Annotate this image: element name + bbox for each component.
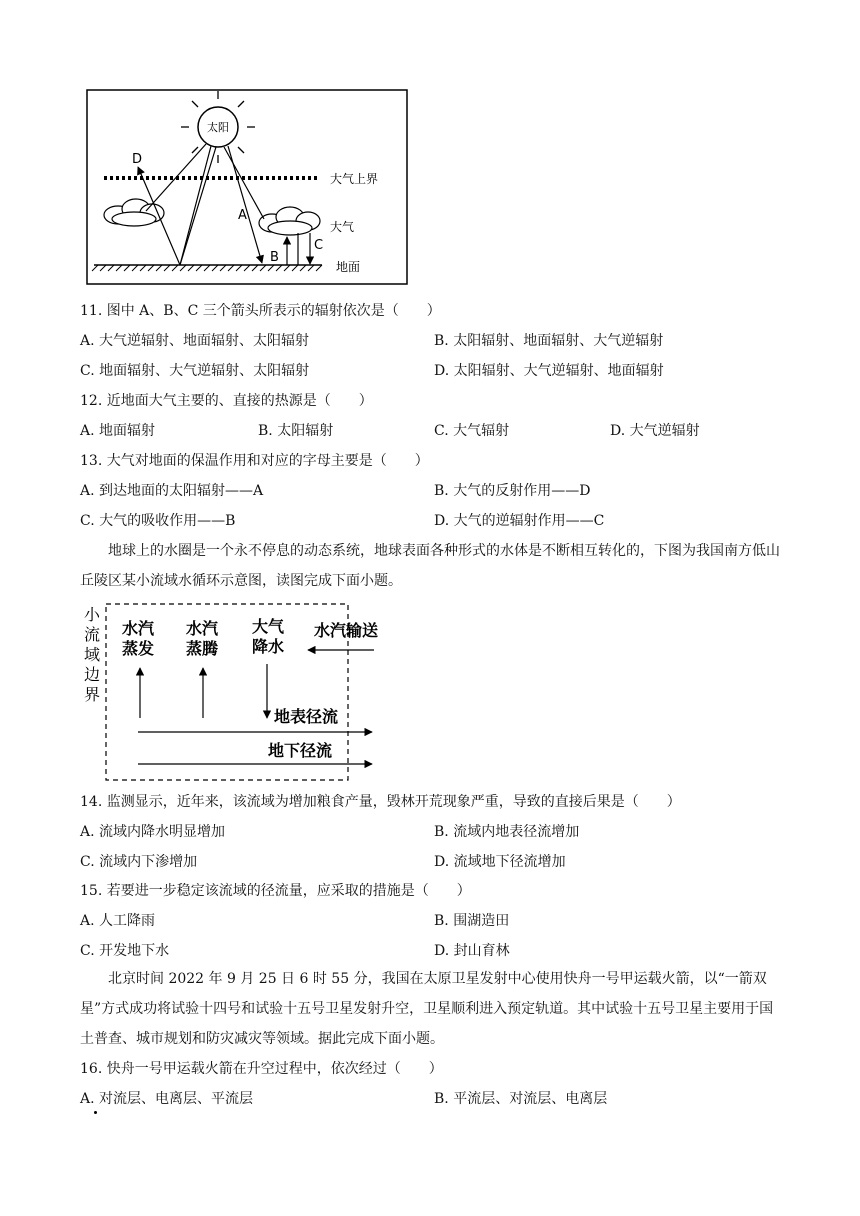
question-13-stem: 13. 大气对地面的保温作用和对应的字母主要是（ ） (80, 453, 429, 469)
atmosphere-top-label: 大气上界 (330, 172, 379, 186)
transport-label: 水汽输送 (314, 621, 379, 640)
evaporation-line1: 水汽 (122, 619, 155, 638)
q15-option-b[interactable]: B. 围湖造田 (434, 913, 510, 929)
q14-option-a[interactable]: A. 流域内降水明显增加 (80, 824, 226, 840)
q12-option-d[interactable]: D. 大气逆辐射 (610, 423, 700, 439)
q12-option-b[interactable]: B. 太阳辐射 (258, 423, 334, 439)
q11-option-b[interactable]: B. 太阳辐射、地面辐射、大气逆辐射 (434, 333, 664, 349)
atmosphere-label: 大气 (330, 220, 355, 234)
q15-option-a[interactable]: A. 人工降雨 (80, 913, 156, 929)
q14-option-d[interactable]: D. 流域地下径流增加 (434, 854, 566, 870)
boundary-char-3: 域 (84, 645, 101, 664)
precipitation-line2: 降水 (252, 637, 285, 656)
surface-runoff-label: 地表径流 (274, 707, 339, 726)
q16-option-b[interactable]: B. 平流层、对流层、电离层 (434, 1091, 608, 1107)
water-cycle-diagram (80, 598, 400, 784)
q13-option-d[interactable]: D. 大气的逆辐射作用——C (434, 513, 605, 529)
q16-option-a[interactable]: A. 对流层、电离层、平流层 (80, 1091, 254, 1107)
label-c: C (314, 238, 324, 253)
passage-rocket-launch: 北京时间 2022 年 9 月 25 日 6 时 55 分，我国在太原卫星发射中心使用快舟一号甲运载火箭，以“一箭双星”方式成功将试验十四号和试验十五号卫星发射升空，卫星顺利进入预定轨道。其中试验十五号卫星主要用于国土普查、城市规划和防灾减灾等领域。据此完成下面小题。 (80, 971, 774, 1047)
sun-label: 太阳 (207, 121, 229, 134)
question-16-stem: 16. 快舟一号甲运载火箭在升空过程中，依次经过（ ） (80, 1061, 443, 1077)
q14-option-b[interactable]: B. 流域内地表径流增加 (434, 824, 580, 840)
question-12-stem: 12. 近地面大气主要的、直接的热源是（ ） (80, 393, 373, 409)
q13-option-a[interactable]: A. 到达地面的太阳辐射——A (80, 483, 264, 499)
q11-option-a[interactable]: A. 大气逆辐射、地面辐射、太阳辐射 (80, 333, 310, 349)
label-a: A (238, 208, 247, 223)
q12-option-a[interactable]: A. 地面辐射 (80, 423, 156, 439)
ground-runoff-label: 地下径流 (268, 741, 333, 760)
passage-water-cycle: 地球上的水圈是一个永不停息的动态系统，地球表面各种形式的水体是不断相互转化的，下图为我国南方低山丘陵区某小流域水循环示意图，读图完成下面小题。 (80, 543, 780, 589)
ground-label: 地面 (336, 260, 361, 274)
q11-option-d[interactable]: D. 太阳辐射、大气逆辐射、地面辐射 (434, 363, 664, 379)
question-14-stem: 14. 监测显示，近年来，该流域为增加粮食产量，毁林开荒现象严重，导致的直接后果是（ ） (80, 794, 681, 810)
boundary-char-4: 边 (84, 665, 101, 684)
label-b: B (270, 250, 279, 265)
boundary-char-2: 流 (84, 625, 101, 644)
q14-option-c[interactable]: C. 流域内下渗增加 (80, 854, 198, 870)
label-d: D (132, 152, 143, 167)
q13-option-c[interactable]: C. 大气的吸收作用——B (80, 513, 236, 529)
radiation-diagram (86, 89, 408, 285)
q11-option-c[interactable]: C. 地面辐射、大气逆辐射、太阳辐射 (80, 363, 310, 379)
q12-option-c[interactable]: C. 大气辐射 (434, 423, 510, 439)
question-11-stem: 11. 图中 A、B、C 三个箭头所表示的辐射依次是（ ） (80, 303, 441, 319)
transpiration-line1: 水汽 (186, 619, 219, 638)
precipitation-line1: 大气 (252, 617, 285, 636)
boundary-char-1: 小 (84, 605, 101, 624)
evaporation-line2: 蒸发 (122, 639, 155, 658)
q13-option-b[interactable]: B. 大气的反射作用——D (434, 483, 591, 499)
question-15-stem: 15. 若要进一步稳定该流域的径流量，应采取的措施是（ ） (80, 883, 471, 899)
stray-dot (94, 1111, 97, 1114)
q15-option-d[interactable]: D. 封山育林 (434, 943, 510, 959)
q15-option-c[interactable]: C. 开发地下水 (80, 943, 170, 959)
boundary-char-5: 界 (84, 685, 101, 704)
transpiration-line2: 蒸腾 (186, 639, 219, 658)
